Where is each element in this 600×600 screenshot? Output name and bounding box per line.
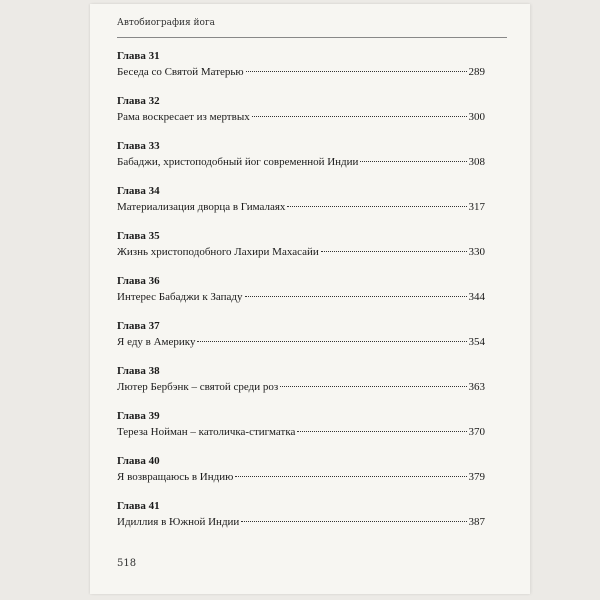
toc-line: [117, 515, 485, 530]
toc-line: [117, 155, 485, 170]
chapter-label: Глава 31: [117, 50, 160, 62]
chapter-label: Глава 35: [117, 230, 160, 242]
toc-line: [117, 425, 485, 440]
chapter-page: 354: [468, 336, 485, 348]
chapter-title: Бабаджи, христоподобный йог современной Индии: [117, 156, 359, 168]
toc-entry: [117, 49, 485, 94]
chapter-title: Я еду в Америку: [117, 336, 196, 348]
dot-leader: [321, 251, 467, 252]
header-rule: [117, 37, 507, 38]
toc-line: [117, 65, 485, 80]
dot-leader: [297, 431, 466, 432]
chapter-title: Жизнь христоподобного Лахири Махасайи: [117, 246, 319, 258]
toc-entry: [117, 409, 485, 454]
toc-entry: [117, 184, 485, 229]
chapter-page: 317: [468, 201, 485, 213]
page-number: 518: [117, 558, 137, 569]
toc-entry: [117, 454, 485, 499]
chapter-title: Беседа со Святой Матерью: [117, 66, 244, 78]
book-page: [90, 4, 530, 594]
running-head: Автобиография йога: [117, 18, 216, 28]
toc-line: [117, 470, 485, 485]
dot-leader: [235, 476, 466, 477]
chapter-title: Интерес Бабаджи к Западу: [117, 291, 243, 303]
toc-line: [117, 290, 485, 305]
toc-entry: [117, 94, 485, 139]
chapter-label: Глава 37: [117, 320, 160, 332]
toc-entry: [117, 274, 485, 319]
table-of-contents: [117, 49, 485, 544]
chapter-page: 300: [468, 111, 485, 123]
toc-entry: [117, 229, 485, 274]
toc-line: [117, 245, 485, 260]
chapter-page: 379: [468, 471, 485, 483]
chapter-page: 344: [468, 291, 485, 303]
chapter-label: Глава 36: [117, 275, 160, 287]
chapter-label: Глава 34: [117, 185, 160, 197]
toc-line: [117, 110, 485, 125]
chapter-page: 387: [468, 516, 485, 528]
chapter-label: Глава 38: [117, 365, 160, 377]
chapter-title: Идиллия в Южной Индии: [117, 516, 240, 528]
dot-leader: [241, 521, 466, 522]
chapter-page: 289: [468, 66, 485, 78]
toc-entry: [117, 319, 485, 364]
chapter-title: Рама воскресает из мертвых: [117, 111, 250, 123]
toc-entry: [117, 364, 485, 409]
toc-entry: [117, 139, 485, 184]
chapter-page: 330: [468, 246, 485, 258]
chapter-label: Глава 32: [117, 95, 160, 107]
dot-leader: [252, 116, 467, 117]
dot-leader: [245, 296, 467, 297]
toc-entry: [117, 499, 485, 544]
chapter-title: Материализация дворца в Гималаях: [117, 201, 286, 213]
toc-line: [117, 380, 485, 395]
dot-leader: [360, 161, 466, 162]
chapter-label: Глава 33: [117, 140, 160, 152]
chapter-label: Глава 40: [117, 455, 160, 467]
dot-leader: [287, 206, 466, 207]
dot-leader: [280, 386, 466, 387]
chapter-title: Тереза Нойман – католичка-стигматка: [117, 426, 296, 438]
chapter-page: 363: [468, 381, 485, 393]
toc-line: [117, 335, 485, 350]
dot-leader: [197, 341, 466, 342]
chapter-label: Глава 41: [117, 500, 160, 512]
chapter-title: Я возвращаюсь в Индию: [117, 471, 234, 483]
chapter-page: 370: [468, 426, 485, 438]
chapter-title: Лютер Бербэнк – святой среди роз: [117, 381, 279, 393]
chapter-page: 308: [468, 156, 485, 168]
dot-leader: [246, 71, 467, 72]
chapter-label: Глава 39: [117, 410, 160, 422]
toc-line: [117, 200, 485, 215]
